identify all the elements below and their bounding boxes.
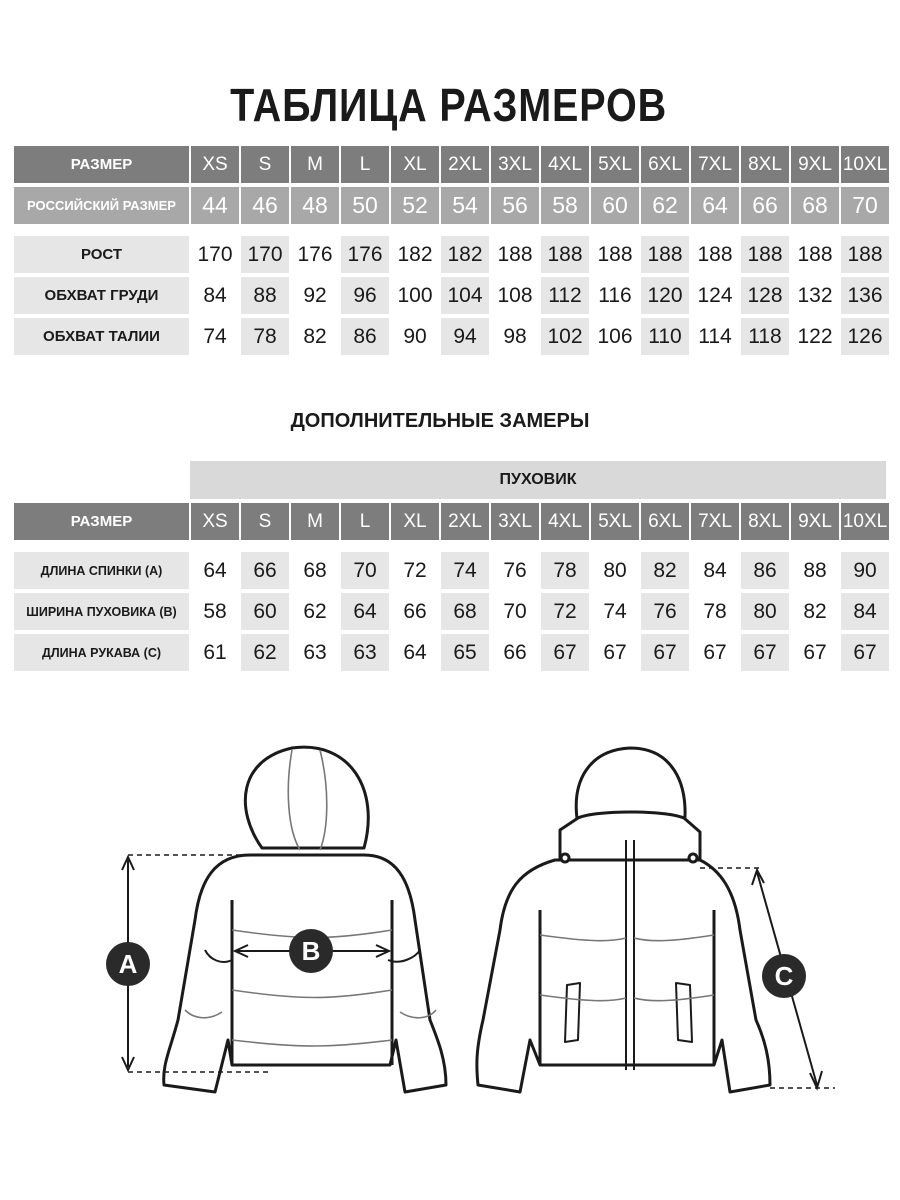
russian-size-cell: 66 (741, 187, 789, 224)
size-header-cell (391, 146, 439, 183)
table-cell: 128 (741, 277, 789, 314)
size-header: 2XL (448, 510, 482, 532)
size-header-label-cell (14, 503, 189, 540)
size-header-cell (841, 503, 889, 540)
table-cell: 98 (491, 318, 539, 355)
row-label-cell (14, 552, 189, 589)
table-cell: 122 (791, 318, 839, 355)
size-header: 9XL (798, 153, 832, 175)
table-cell: 65 (441, 634, 489, 671)
table-cell: 84 (191, 277, 239, 314)
size-header: 9XL (798, 510, 832, 532)
table-cell: 112 (541, 277, 589, 314)
row-spacer (14, 228, 889, 232)
size-header: 8XL (748, 510, 782, 532)
table-cell: 176 (341, 236, 389, 273)
table-cell: 100 (391, 277, 439, 314)
table-cell: 67 (541, 634, 589, 671)
size-header-label-cell (14, 146, 189, 183)
table-cell: 80 (741, 593, 789, 630)
size-header-cell (441, 146, 489, 183)
table-cell: 116 (591, 277, 639, 314)
table-cell: 96 (341, 277, 389, 314)
size-header-cell (741, 146, 789, 183)
size-header-cell (441, 503, 489, 540)
table-cell: 136 (841, 277, 889, 314)
row-label: ОБХВАТ ГРУДИ (44, 287, 159, 304)
table-cell: 82 (791, 593, 839, 630)
size-header-cell (791, 503, 839, 540)
size-header: S (258, 510, 272, 532)
size-header: L (359, 153, 371, 175)
table-cell: 124 (691, 277, 739, 314)
size-header-label: РАЗМЕР (70, 156, 133, 173)
size-header: 10XL (842, 153, 888, 175)
table-cell: 58 (191, 593, 239, 630)
table-cell: 67 (791, 634, 839, 671)
size-header-cell (641, 146, 689, 183)
table-cell: 188 (641, 236, 689, 273)
table-cell: 72 (541, 593, 589, 630)
table-cell: 67 (841, 634, 889, 671)
table-cell: 188 (841, 236, 889, 273)
jacket-back-illustration (164, 747, 446, 1092)
size-header: 2XL (448, 153, 482, 175)
table-cell: 94 (441, 318, 489, 355)
table-cell: 76 (491, 552, 539, 589)
size-header: L (359, 510, 371, 532)
table-cell: 88 (241, 277, 289, 314)
table-cell: 126 (841, 318, 889, 355)
size-table (14, 146, 889, 355)
size-header-cell (391, 503, 439, 540)
jacket-front-illustration (477, 748, 770, 1092)
row-spacer (14, 544, 889, 548)
row-label: РОСТ (80, 246, 123, 263)
size-header-cell (241, 503, 289, 540)
table-cell: 104 (441, 277, 489, 314)
russian-size-cell: 58 (541, 187, 589, 224)
row-label: ДЛИНА СПИНКИ (А) (40, 563, 163, 578)
product-header: ПУХОВИК (190, 461, 886, 499)
russian-size-cell: 50 (341, 187, 389, 224)
table-cell: 62 (241, 634, 289, 671)
size-header: S (258, 153, 272, 175)
size-header-cell (591, 146, 639, 183)
table-cell: 66 (491, 634, 539, 671)
table-cell: 67 (741, 634, 789, 671)
table-cell: 74 (441, 552, 489, 589)
table-cell: 182 (441, 236, 489, 273)
russian-size-cell: 44 (191, 187, 239, 224)
table-cell: 82 (291, 318, 339, 355)
size-header-cell (541, 146, 589, 183)
table-cell: 84 (691, 552, 739, 589)
table-cell: 92 (291, 277, 339, 314)
table-cell: 64 (391, 634, 439, 671)
table-cell: 63 (341, 634, 389, 671)
table-cell: 74 (191, 318, 239, 355)
table-cell: 84 (841, 593, 889, 630)
size-header-cell (191, 503, 239, 540)
table-cell: 176 (291, 236, 339, 273)
table-cell: 170 (241, 236, 289, 273)
table-cell: 74 (591, 593, 639, 630)
size-header-cell (241, 146, 289, 183)
size-header-cell (691, 503, 739, 540)
table-cell: 106 (591, 318, 639, 355)
russian-size-label: РОССИЙСКИЙ РАЗМЕР (27, 198, 176, 213)
size-header: M (307, 510, 323, 532)
size-header: 4XL (548, 153, 582, 175)
size-header: 3XL (498, 153, 532, 175)
size-header: XL (403, 153, 427, 175)
table-cell: 188 (741, 236, 789, 273)
table-cell: 188 (791, 236, 839, 273)
table-cell: 66 (241, 552, 289, 589)
row-label: ОБХВАТ ТАЛИИ (43, 328, 160, 345)
table-cell: 70 (341, 552, 389, 589)
size-header: 7XL (698, 510, 732, 532)
size-header-cell (591, 503, 639, 540)
russian-size-cell: 48 (291, 187, 339, 224)
table-cell: 102 (541, 318, 589, 355)
jacket-diagram (0, 720, 900, 1140)
table-cell: 88 (791, 552, 839, 589)
size-header: 5XL (598, 510, 632, 532)
size-header-cell (491, 146, 539, 183)
size-header-cell (191, 146, 239, 183)
russian-size-cell: 64 (691, 187, 739, 224)
russian-size-cell: 68 (791, 187, 839, 224)
page-title: ТАБЛИЦА РАЗМЕРОВ (230, 79, 668, 131)
table-cell: 76 (641, 593, 689, 630)
table-cell: 70 (491, 593, 539, 630)
russian-size-cell: 60 (591, 187, 639, 224)
marker-b-label: B (301, 936, 321, 966)
table-cell: 90 (841, 552, 889, 589)
russian-size-cell: 54 (441, 187, 489, 224)
table-cell: 66 (391, 593, 439, 630)
table-cell: 118 (741, 318, 789, 355)
table-cell: 67 (691, 634, 739, 671)
table-cell: 86 (741, 552, 789, 589)
size-header-cell (791, 146, 839, 183)
table-cell: 64 (341, 593, 389, 630)
size-header-label: РАЗМЕР (70, 513, 133, 530)
table-cell: 68 (441, 593, 489, 630)
table-cell: 80 (591, 552, 639, 589)
size-header: 4XL (548, 510, 582, 532)
size-header: 10XL (842, 510, 888, 532)
size-header: XL (403, 510, 427, 532)
table-cell: 188 (541, 236, 589, 273)
table-cell: 90 (391, 318, 439, 355)
russian-size-cell: 62 (641, 187, 689, 224)
size-header-cell (291, 503, 339, 540)
table-cell: 78 (241, 318, 289, 355)
row-label: ШИРИНА ПУХОВИКА (В) (26, 604, 177, 619)
size-header: 5XL (598, 153, 632, 175)
table-cell: 67 (591, 634, 639, 671)
table-cell: 108 (491, 277, 539, 314)
table-cell: 62 (291, 593, 339, 630)
size-header-cell (341, 146, 389, 183)
table-cell: 78 (691, 593, 739, 630)
russian-size-cell: 56 (491, 187, 539, 224)
table-cell: 120 (641, 277, 689, 314)
size-header-cell (691, 146, 739, 183)
size-header: 6XL (648, 153, 682, 175)
russian-size-cell: 46 (241, 187, 289, 224)
table-cell: 188 (491, 236, 539, 273)
russian-size-cell: 52 (391, 187, 439, 224)
extra-measurements-title: ДОПОЛНИТЕЛЬНЫЕ ЗАМЕРЫ (290, 410, 590, 432)
table-cell: 110 (641, 318, 689, 355)
table-cell: 182 (391, 236, 439, 273)
table-cell: 68 (291, 552, 339, 589)
table-cell: 67 (641, 634, 689, 671)
size-header: XS (202, 510, 228, 532)
size-header-cell (741, 503, 789, 540)
table-cell: 86 (341, 318, 389, 355)
russian-size-cell: 70 (841, 187, 889, 224)
table-cell: 63 (291, 634, 339, 671)
table-cell: 188 (591, 236, 639, 273)
size-header: 3XL (498, 510, 532, 532)
table-cell: 82 (641, 552, 689, 589)
table-cell: 72 (391, 552, 439, 589)
row-label-cell (14, 318, 189, 355)
size-header-cell (341, 503, 389, 540)
row-label-cell (14, 277, 189, 314)
row-label-cell (14, 593, 189, 630)
table-cell: 60 (241, 593, 289, 630)
size-header: 7XL (698, 153, 732, 175)
row-label-cell (14, 634, 189, 671)
table-cell: 64 (191, 552, 239, 589)
extra-measurements-table (14, 503, 889, 671)
marker-a-label: A (118, 949, 138, 979)
marker-c-label: C (774, 961, 794, 991)
size-header: XS (202, 153, 228, 175)
table-cell: 61 (191, 634, 239, 671)
table-cell: 170 (191, 236, 239, 273)
table-cell: 78 (541, 552, 589, 589)
size-header: 8XL (748, 153, 782, 175)
size-header: M (307, 153, 323, 175)
russian-size-label-cell (14, 187, 189, 224)
row-label: ДЛИНА РУКАВА (С) (41, 645, 162, 660)
row-label-cell (14, 236, 189, 273)
table-cell: 114 (691, 318, 739, 355)
size-header: 6XL (648, 510, 682, 532)
size-header-cell (841, 146, 889, 183)
table-cell: 132 (791, 277, 839, 314)
size-header-cell (641, 503, 689, 540)
size-header-cell (491, 503, 539, 540)
size-header-cell (541, 503, 589, 540)
size-header-cell (291, 146, 339, 183)
table-cell: 188 (691, 236, 739, 273)
